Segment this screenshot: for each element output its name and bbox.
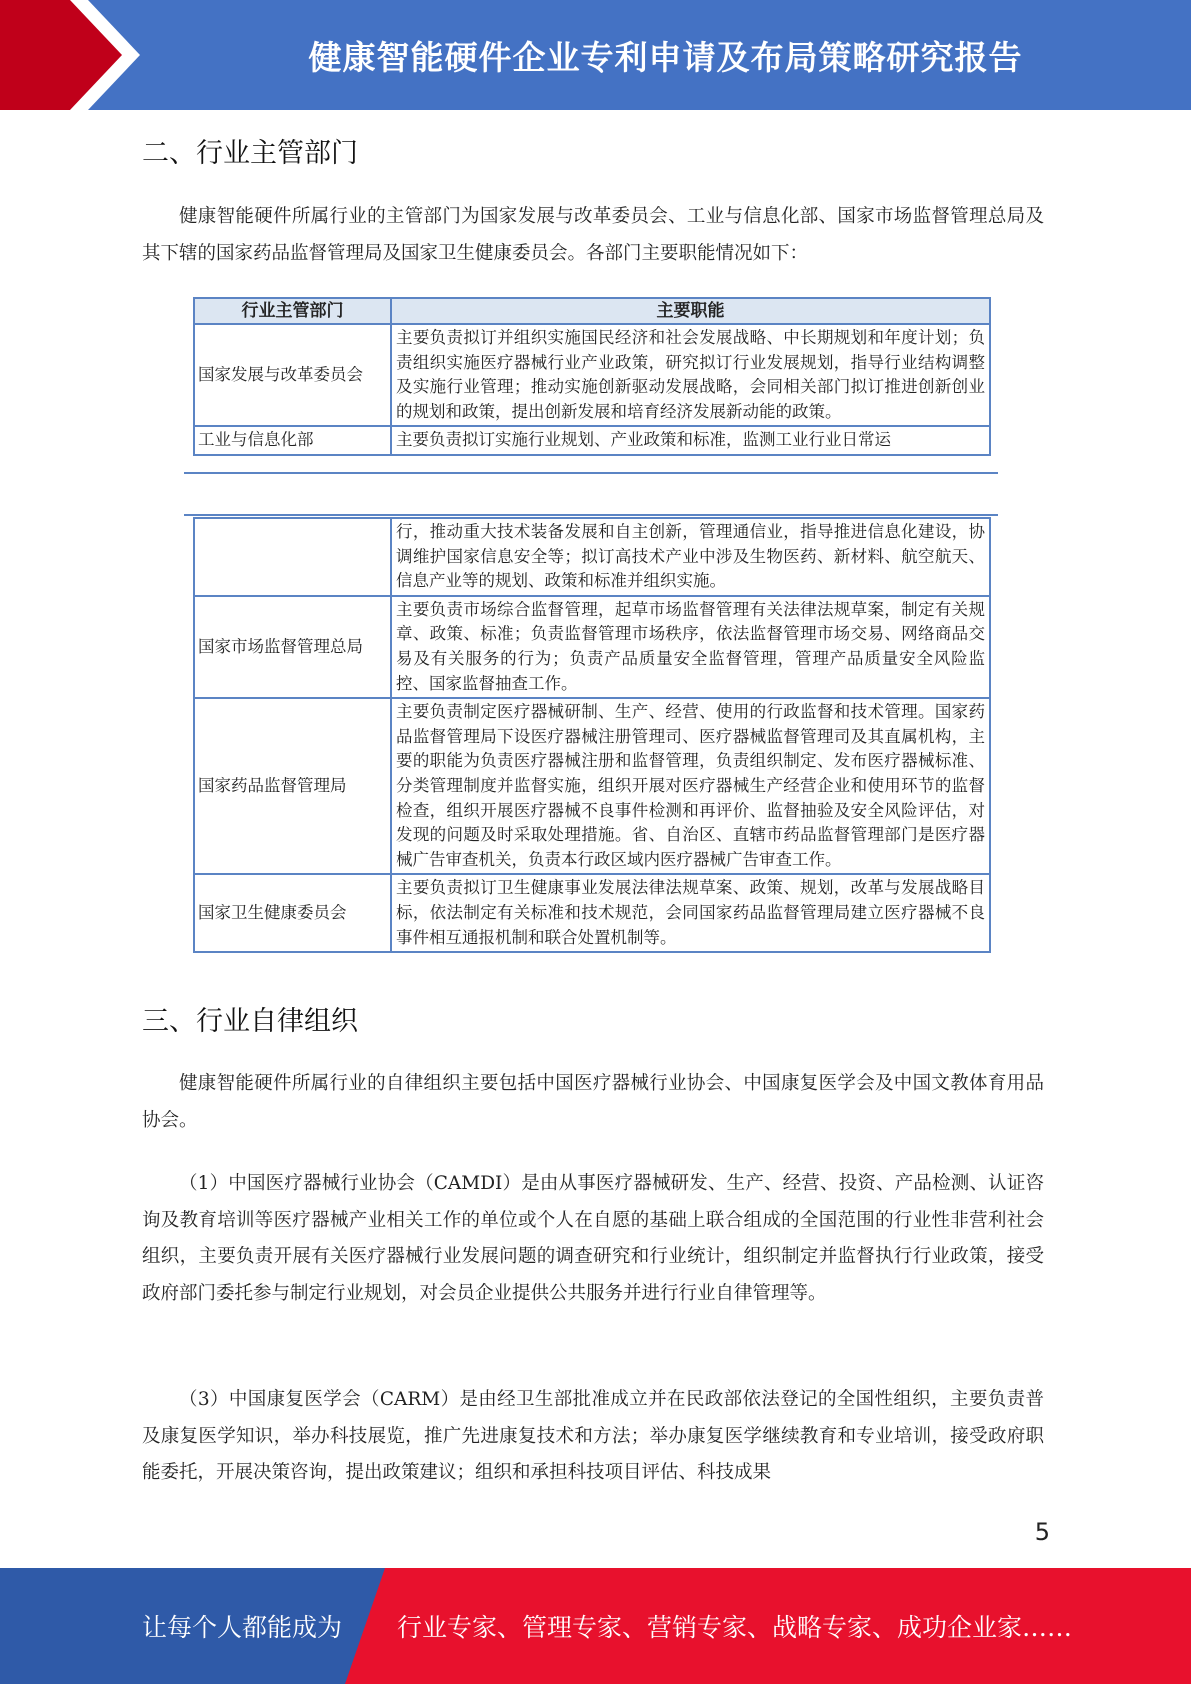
dept-name: 国家发展与改革委员会 (194, 324, 391, 426)
table-row (194, 426, 990, 455)
dept-name (194, 518, 391, 596)
table-row (194, 874, 990, 952)
section-3-intro: 健康智能硬件所属行业的自律组织主要包括中国医疗器械行业协会、中国康复医学会及中国文教体育用品协会。 (142, 1073, 1044, 1131)
column-header-function: 主要职能 (391, 298, 990, 324)
department-table-part-1 (193, 297, 991, 456)
section-heading-3: 三、行业自律组织 (142, 1006, 358, 1037)
dept-name: 国家市场监督管理总局 (194, 596, 391, 698)
dept-name: 工业与信息化部 (194, 426, 391, 455)
section-3-paragraph-2: （3）中国康复医学会（CARM）是由经卫生部批准成立并在民政部依法登记的全国性组织，主要负责普及康复医学知识，举办科技展览，推广先进康复技术和方法；举办康复医学继续教育和专业培训，接受政府职能委托，开展决策咨询，提出政策建议；组织和承担科技项目评估、科技成果 (142, 1389, 1044, 1483)
table-row (194, 518, 990, 596)
table-row (194, 596, 990, 698)
department-table-part-2 (193, 517, 991, 953)
dept-function: 主要负责拟订卫生健康事业发展法律法规草案、政策、规划，改革与发展战略目标，依法制定有关标准和技术规范，会同国家药品监督管理局建立医疗器械不良事件相互通报机制和联合处置机制等。 (391, 874, 990, 952)
table-page-break-line (184, 472, 998, 474)
page-number: 5 (1034, 1518, 1050, 1546)
dept-function: 主要负责拟订实施行业规划、产业政策和标准，监测工业行业日常运 (391, 426, 990, 455)
header-red-arrow (0, 0, 140, 110)
section-heading-2: 二、行业主管部门 (142, 138, 358, 169)
dept-function: 行，推动重大技术装备发展和自主创新，管理通信业，指导推进信息化建设，协调维护国家信息安全等；拟订高技术产业中涉及生物医药、新材料、航空航天、信息产业等的规划、政策和标准并组织实施。 (391, 518, 990, 596)
section-3-paragraph-1: （1）中国医疗器械行业协会（CAMDI）是由从事医疗器械研发、生产、经营、投资、产品检测、认证咨询及教育培训等医疗器械产业相关工作的单位或个人在自愿的基础上联合组成的全国范围的行业性非营利社会组织，主要负责开展有关医疗器械行业发展问题的调查研究和行业统计，组织制定并监督执行行业政策，接受政府部门委托参与制定行业规划，对会员企业提供公共服务并进行行业自律管理等。 (142, 1173, 1044, 1304)
column-header-dept: 行业主管部门 (194, 298, 391, 324)
dept-function: 主要负责制定医疗器械研制、生产、经营、使用的行政监督和技术管理。国家药品监督管理局下设医疗器械注册管理司、医疗器械监督管理司及其直属机构，主要的职能为负责医疗器械注册和监督管理，负责组织制定、发布医疗器械标准、分类管理制度并监督实施，组织开展对医疗器械生产经营企业和使用环节的监督检查，组织开展医疗器械不良事件检测和再评价、监督抽验及安全风险评估，对发现的问题及时采取处理措施。省、自治区、直辖市药品监督管理部门是医疗器械广告审查机关，负责本行政区域内医疗器械广告审查工作。 (391, 698, 990, 874)
dept-function: 主要负责拟订并组织实施国民经济和社会发展战略、中长期规划和年度计划；负责组织实施医疗器械行业产业政策，研究拟订行业发展规划，指导行业结构调整及实施行业管理；推动实施创新驱动发展战略，会同相关部门拟订推进创新创业的规划和政策，提出创新发展和培育经济发展新动能的政策。 (391, 324, 990, 426)
table-page-break-line (184, 514, 998, 516)
table-row (194, 698, 990, 874)
table-header-row (194, 298, 990, 324)
document-title: 健康智能硬件企业专利申请及布局策略研究报告 (308, 37, 1023, 77)
dept-name: 国家药品监督管理局 (194, 698, 391, 874)
footer-slogan-right: 行业专家、管理专家、营销专家、战略专家、成功企业家…… (397, 1613, 1073, 1642)
table-row (194, 324, 990, 426)
footer-slogan-left: 让每个人都能成为 (142, 1613, 343, 1642)
dept-name: 国家卫生健康委员会 (194, 874, 391, 952)
section-2-intro: 健康智能硬件所属行业的主管部门为国家发展与改革委员会、工业与信息化部、国家市场监督管理总局及其下辖的国家药品监督管理局及国家卫生健康委员会。各部门主要职能情况如下： (142, 206, 1044, 264)
dept-function: 主要负责市场综合监督管理，起草市场监督管理有关法律法规草案，制定有关规章、政策、标准；负责监督管理市场秩序，依法监督管理市场交易、网络商品交易及有关服务的行为；负责产品质量安全监督管理，管理产品质量安全风险监控、国家监督抽查工作。 (391, 596, 990, 698)
